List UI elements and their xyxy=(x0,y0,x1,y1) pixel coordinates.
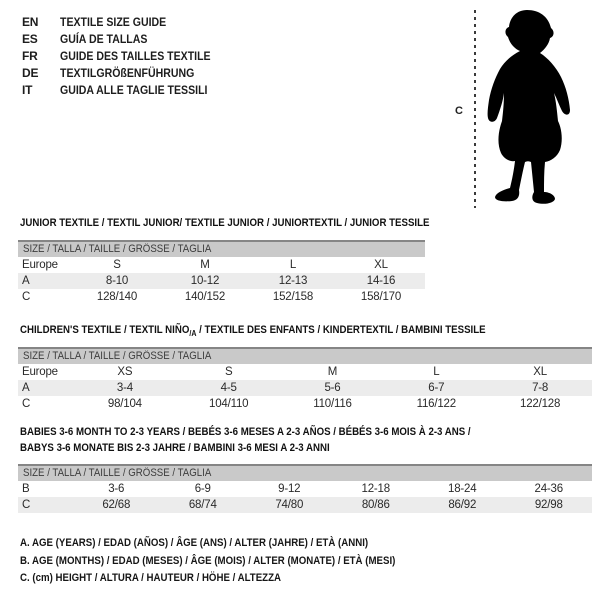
children-section-title: CHILDREN'S TEXTILE / TEXTIL $NIÑO_{/A}$ / TEXTILE DES ENFANTS / KINDERTEXTIL / BAMBINI TESSILE xyxy=(20,324,486,339)
lang-label: TEXTILE SIZE GUIDE xyxy=(60,14,167,29)
table-cell: 6-9 xyxy=(194,483,211,495)
table-cell: M xyxy=(200,259,210,271)
lang-code: DE xyxy=(22,65,39,80)
table-cell: Europe xyxy=(22,259,58,271)
lang-label: GUÍA DE TALLAS xyxy=(60,31,148,46)
table-cell: 92/98 xyxy=(534,499,563,511)
table-cell: XL xyxy=(374,259,388,271)
lang-row-fr xyxy=(22,47,231,64)
table-row xyxy=(18,396,592,412)
lang-row-it xyxy=(22,81,231,98)
babies-size-table xyxy=(18,464,592,513)
table-cell: 98/104 xyxy=(107,398,142,410)
table-cell: 10-12 xyxy=(190,275,220,287)
table-cell: C xyxy=(22,499,31,511)
table-row xyxy=(18,364,592,380)
table-cell: 5-6 xyxy=(324,382,341,394)
table-cell: L xyxy=(289,259,297,271)
table-cell: 3-4 xyxy=(116,382,133,394)
footnote-c: C. (cm) HEIGHT / ALTURA / HAUTEUR / HÖHE / ALTEZZA xyxy=(20,572,282,584)
table-cell: 110/116 xyxy=(313,398,352,410)
junior-size-header-band: SIZE / TALLA / TAILLE / GRÖSSE / TAGLIA xyxy=(18,240,425,257)
lang-code: ES xyxy=(22,31,38,46)
table-cell: 152/158 xyxy=(272,291,314,303)
table-cell: 9-12 xyxy=(278,483,301,495)
table-cell: 158/170 xyxy=(360,291,402,303)
footnotes xyxy=(20,537,447,590)
table-row xyxy=(18,257,425,273)
table-cell: S xyxy=(224,366,233,378)
lang-label: TEXTILGRÖßENFÜHRUNG xyxy=(60,65,195,80)
baby-silhouette-icon xyxy=(481,8,573,208)
table-cell: 68/74 xyxy=(188,499,217,511)
children-size-header-band: SIZE / TALLA / TAILLE / GRÖSSE / TAGLIA xyxy=(18,347,592,364)
table-cell: 116/122 xyxy=(416,398,456,410)
lang-row-en xyxy=(22,13,231,30)
language-list xyxy=(22,13,231,98)
children-size-table xyxy=(18,347,592,412)
table-cell: 12-18 xyxy=(361,483,390,495)
table-cell: 80/86 xyxy=(361,499,390,511)
table-cell: 62/68 xyxy=(102,499,131,511)
lang-label: GUIDA ALLE TAGLIE TESSILI xyxy=(60,82,208,97)
lang-code: FR xyxy=(22,48,38,63)
table-cell: 8-10 xyxy=(105,275,129,287)
table-cell: 4-5 xyxy=(220,382,237,394)
height-measure-line xyxy=(474,10,476,208)
table-cell: S xyxy=(113,259,121,271)
footnote-a: A. AGE (YEARS) / EDAD (AÑOS) / ÂGE (ANS) / ALTER (JAHRE) / ETÀ (ANNI) xyxy=(20,537,369,549)
table-cell: A xyxy=(22,382,30,394)
table-cell: B xyxy=(22,483,30,495)
table-cell: XS xyxy=(117,366,133,378)
table-cell: C xyxy=(22,291,31,303)
table-cell: 18-24 xyxy=(448,483,477,495)
table-cell: XL xyxy=(533,366,547,378)
lang-label: GUIDE DES TAILLES TEXTILE xyxy=(60,48,211,63)
footnote-b: B. AGE (MONTHS) / EDAD (MESES) / ÂGE (MOIS) / ALTER (MONATE) / ETÀ (MESI) xyxy=(20,554,396,567)
babies-section-title: BABIES 3-6 MONTH TO 2-3 YEARS / BEBÉS 3-6 MESES A 2-3 AÑOS / BÉBÉS 3-6 MOIS À 2-3 ANS / BABYS 3-6 MONATE BIS 2-3 JAHRE / BAMBINI 3-6 MESI A 2-3 ANNI xyxy=(20,426,471,454)
table-cell: A xyxy=(22,275,30,287)
table-cell: 7-8 xyxy=(532,382,549,394)
table-cell: L xyxy=(433,366,440,378)
table-row xyxy=(18,273,425,289)
table-cell: 3-6 xyxy=(108,483,125,495)
junior-section-title: JUNIOR TEXTILE / TEXTIL JUNIOR/ TEXTILE JUNIOR / JUNIORTEXTIL / JUNIOR TESSILE xyxy=(20,217,430,229)
table-cell: 74/80 xyxy=(275,499,304,511)
table-cell: 6-7 xyxy=(428,382,445,394)
table-cell: M xyxy=(327,366,338,378)
measure-label-c: C xyxy=(455,105,463,117)
table-cell: C xyxy=(22,398,31,410)
table-cell: 24-36 xyxy=(534,483,563,495)
lang-row-de xyxy=(22,64,231,81)
junior-size-table xyxy=(18,240,425,305)
babies-size-header-band: SIZE / TALLA / TAILLE / GRÖSSE / TAGLIA xyxy=(18,464,592,481)
table-row xyxy=(18,289,425,305)
table-cell: Europe xyxy=(22,366,58,378)
table-cell: 86/92 xyxy=(448,499,477,511)
table-row xyxy=(18,497,592,513)
lang-code: EN xyxy=(22,14,39,29)
table-cell: 12-13 xyxy=(278,275,308,287)
table-cell: 14-16 xyxy=(366,275,396,287)
lang-row-es xyxy=(22,30,231,47)
table-row xyxy=(18,481,592,497)
lang-code: IT xyxy=(22,82,33,97)
table-cell: 140/152 xyxy=(184,291,226,303)
table-cell: 122/128 xyxy=(520,398,561,410)
table-cell: 128/140 xyxy=(96,291,138,303)
table-cell: 104/110 xyxy=(209,398,249,410)
table-row xyxy=(18,380,592,396)
